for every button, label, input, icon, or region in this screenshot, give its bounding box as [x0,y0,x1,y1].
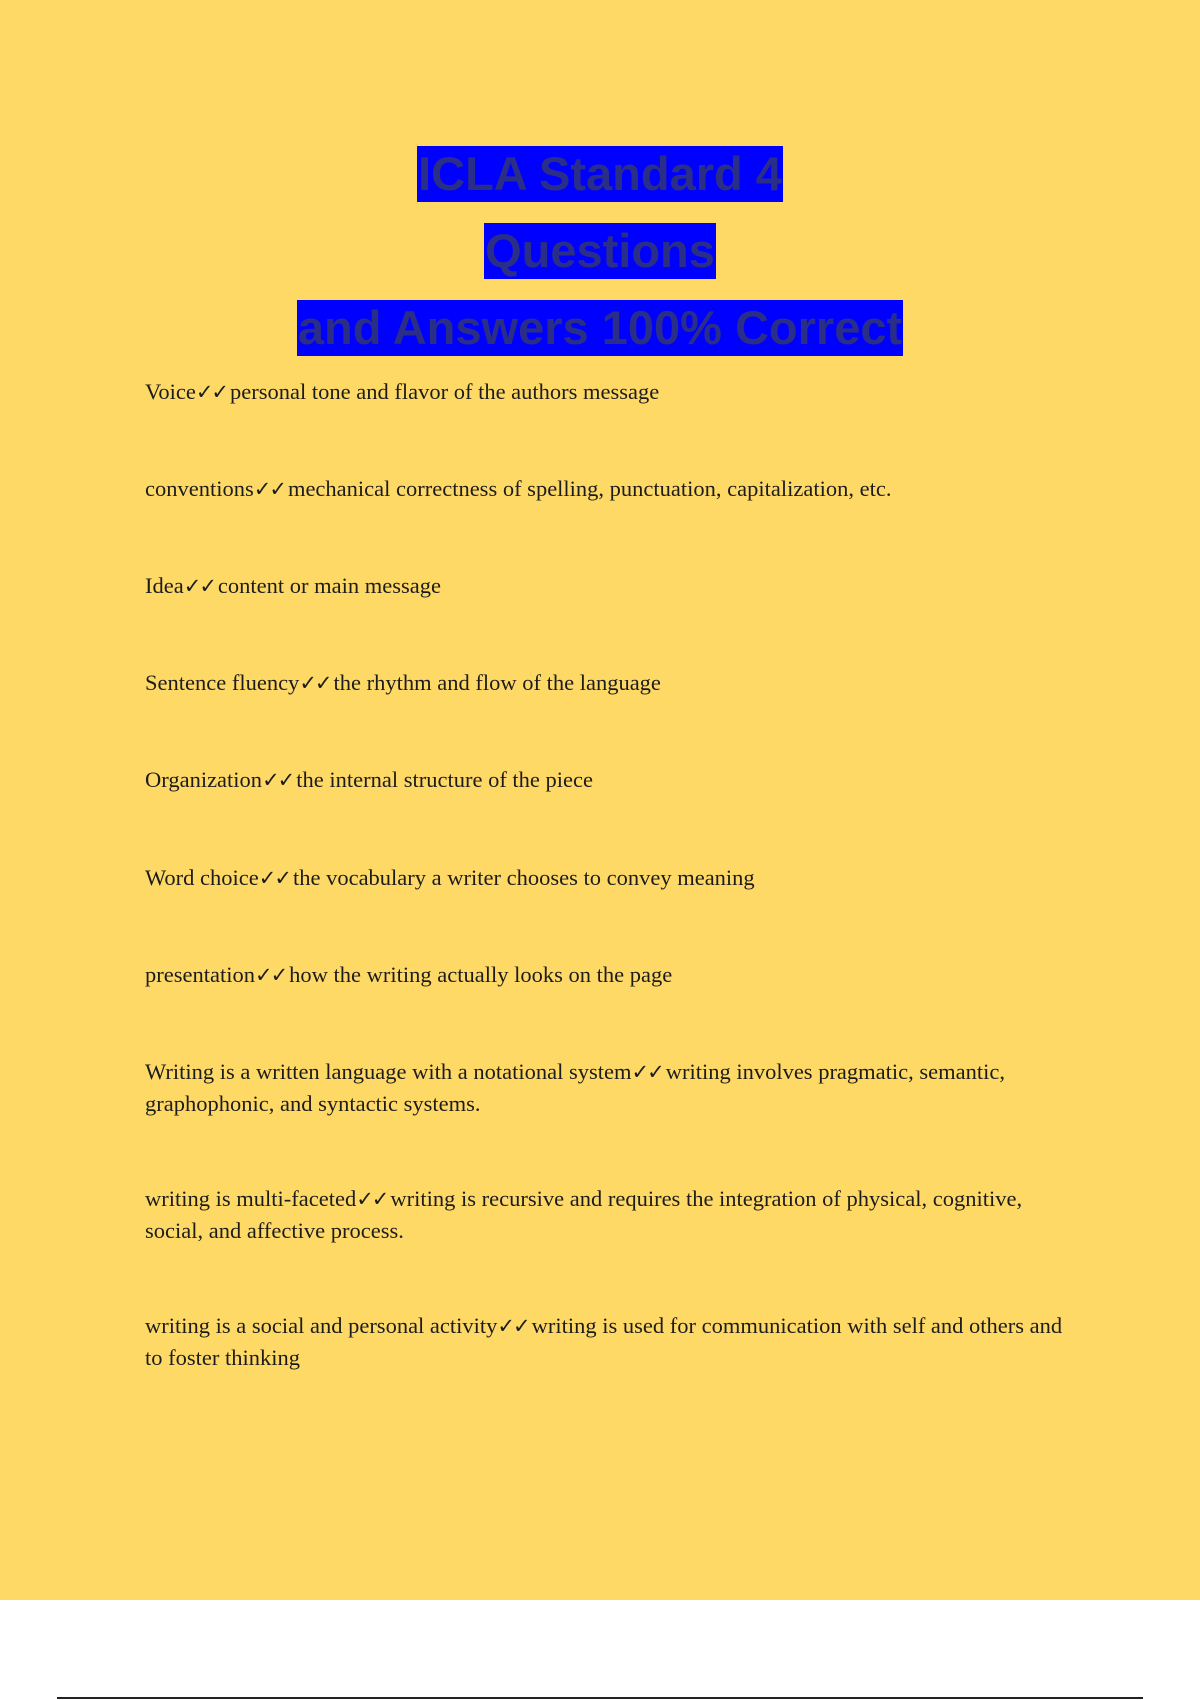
qa-term: presentation [145,962,255,987]
double-check-icon: ✓✓ [299,671,331,695]
qa-entry-organization [145,764,1085,796]
qa-entry-word-choice [145,862,1085,894]
double-check-icon: ✓✓ [254,963,287,987]
qa-definition: the internal structure of the piece [296,767,594,792]
double-check-icon: ✓✓ [262,768,294,792]
qa-entry-sentence-fluency [145,667,1085,699]
qa-term: Idea [145,573,184,598]
qa-definition: the rhythm and flow of the language [333,670,661,695]
qa-term: writing is a social and personal activity [145,1313,498,1338]
title-line-3 [0,300,1200,377]
double-check-icon: ✓✓ [253,477,285,501]
double-check-icon: ✓✓ [356,1187,388,1211]
title-line-3-text: and Answers 100% Correct [297,301,903,354]
double-check-icon: ✓✓ [631,1060,663,1084]
qa-definition: content or main message [217,573,441,598]
qa-definition: the vocabulary a writer chooses to convey meaning [292,865,755,890]
qa-entry-multi-faceted [145,1183,1085,1246]
qa-definition: personal tone and flavor of the authors message [230,379,660,404]
footer-divider [57,1697,1143,1699]
double-check-icon: ✓✓ [195,380,228,404]
qa-definition: writing involves pragmatic, semantic, graphophonic, and syntactic systems. [145,1059,1005,1116]
qa-definition: how the writing actually looks on the page [289,962,673,987]
qa-entry-social-activity [145,1310,1085,1373]
title-line-1-text: ICLA Standard 4 [418,147,782,200]
qa-entry-idea [145,570,1085,602]
title-line-2 [0,223,1200,300]
qa-term: Sentence fluency [145,670,300,695]
title-line-2-text: Questions [485,224,715,277]
qa-term: Word choice [145,865,259,890]
double-check-icon: ✓✓ [258,866,290,890]
qa-definition: mechanical correctness of spelling, punctuation, capitalization, etc. [287,476,892,501]
qa-definition: writing is used for communication with self and others and to foster thinking [145,1313,1063,1370]
qa-term: Organization [145,767,263,792]
qa-entry-voice [145,376,1085,408]
qa-term: conventions [145,476,254,501]
double-check-icon: ✓✓ [183,574,215,598]
qa-term: writing is multi-faceted [145,1186,357,1211]
qa-entry-presentation [145,959,1085,991]
title-line-1 [0,146,1200,223]
document-title [0,146,1200,377]
qa-entry-notational-system [145,1056,1085,1119]
qa-term: Writing is a written language with a notational system [145,1059,632,1084]
qa-definition: writing is recursive and requires the integration of physical, cognitive, social, and affective process. [145,1186,1023,1243]
qa-entry-conventions [145,473,1085,505]
double-check-icon: ✓✓ [497,1314,529,1338]
qa-term: Voice [145,379,196,404]
